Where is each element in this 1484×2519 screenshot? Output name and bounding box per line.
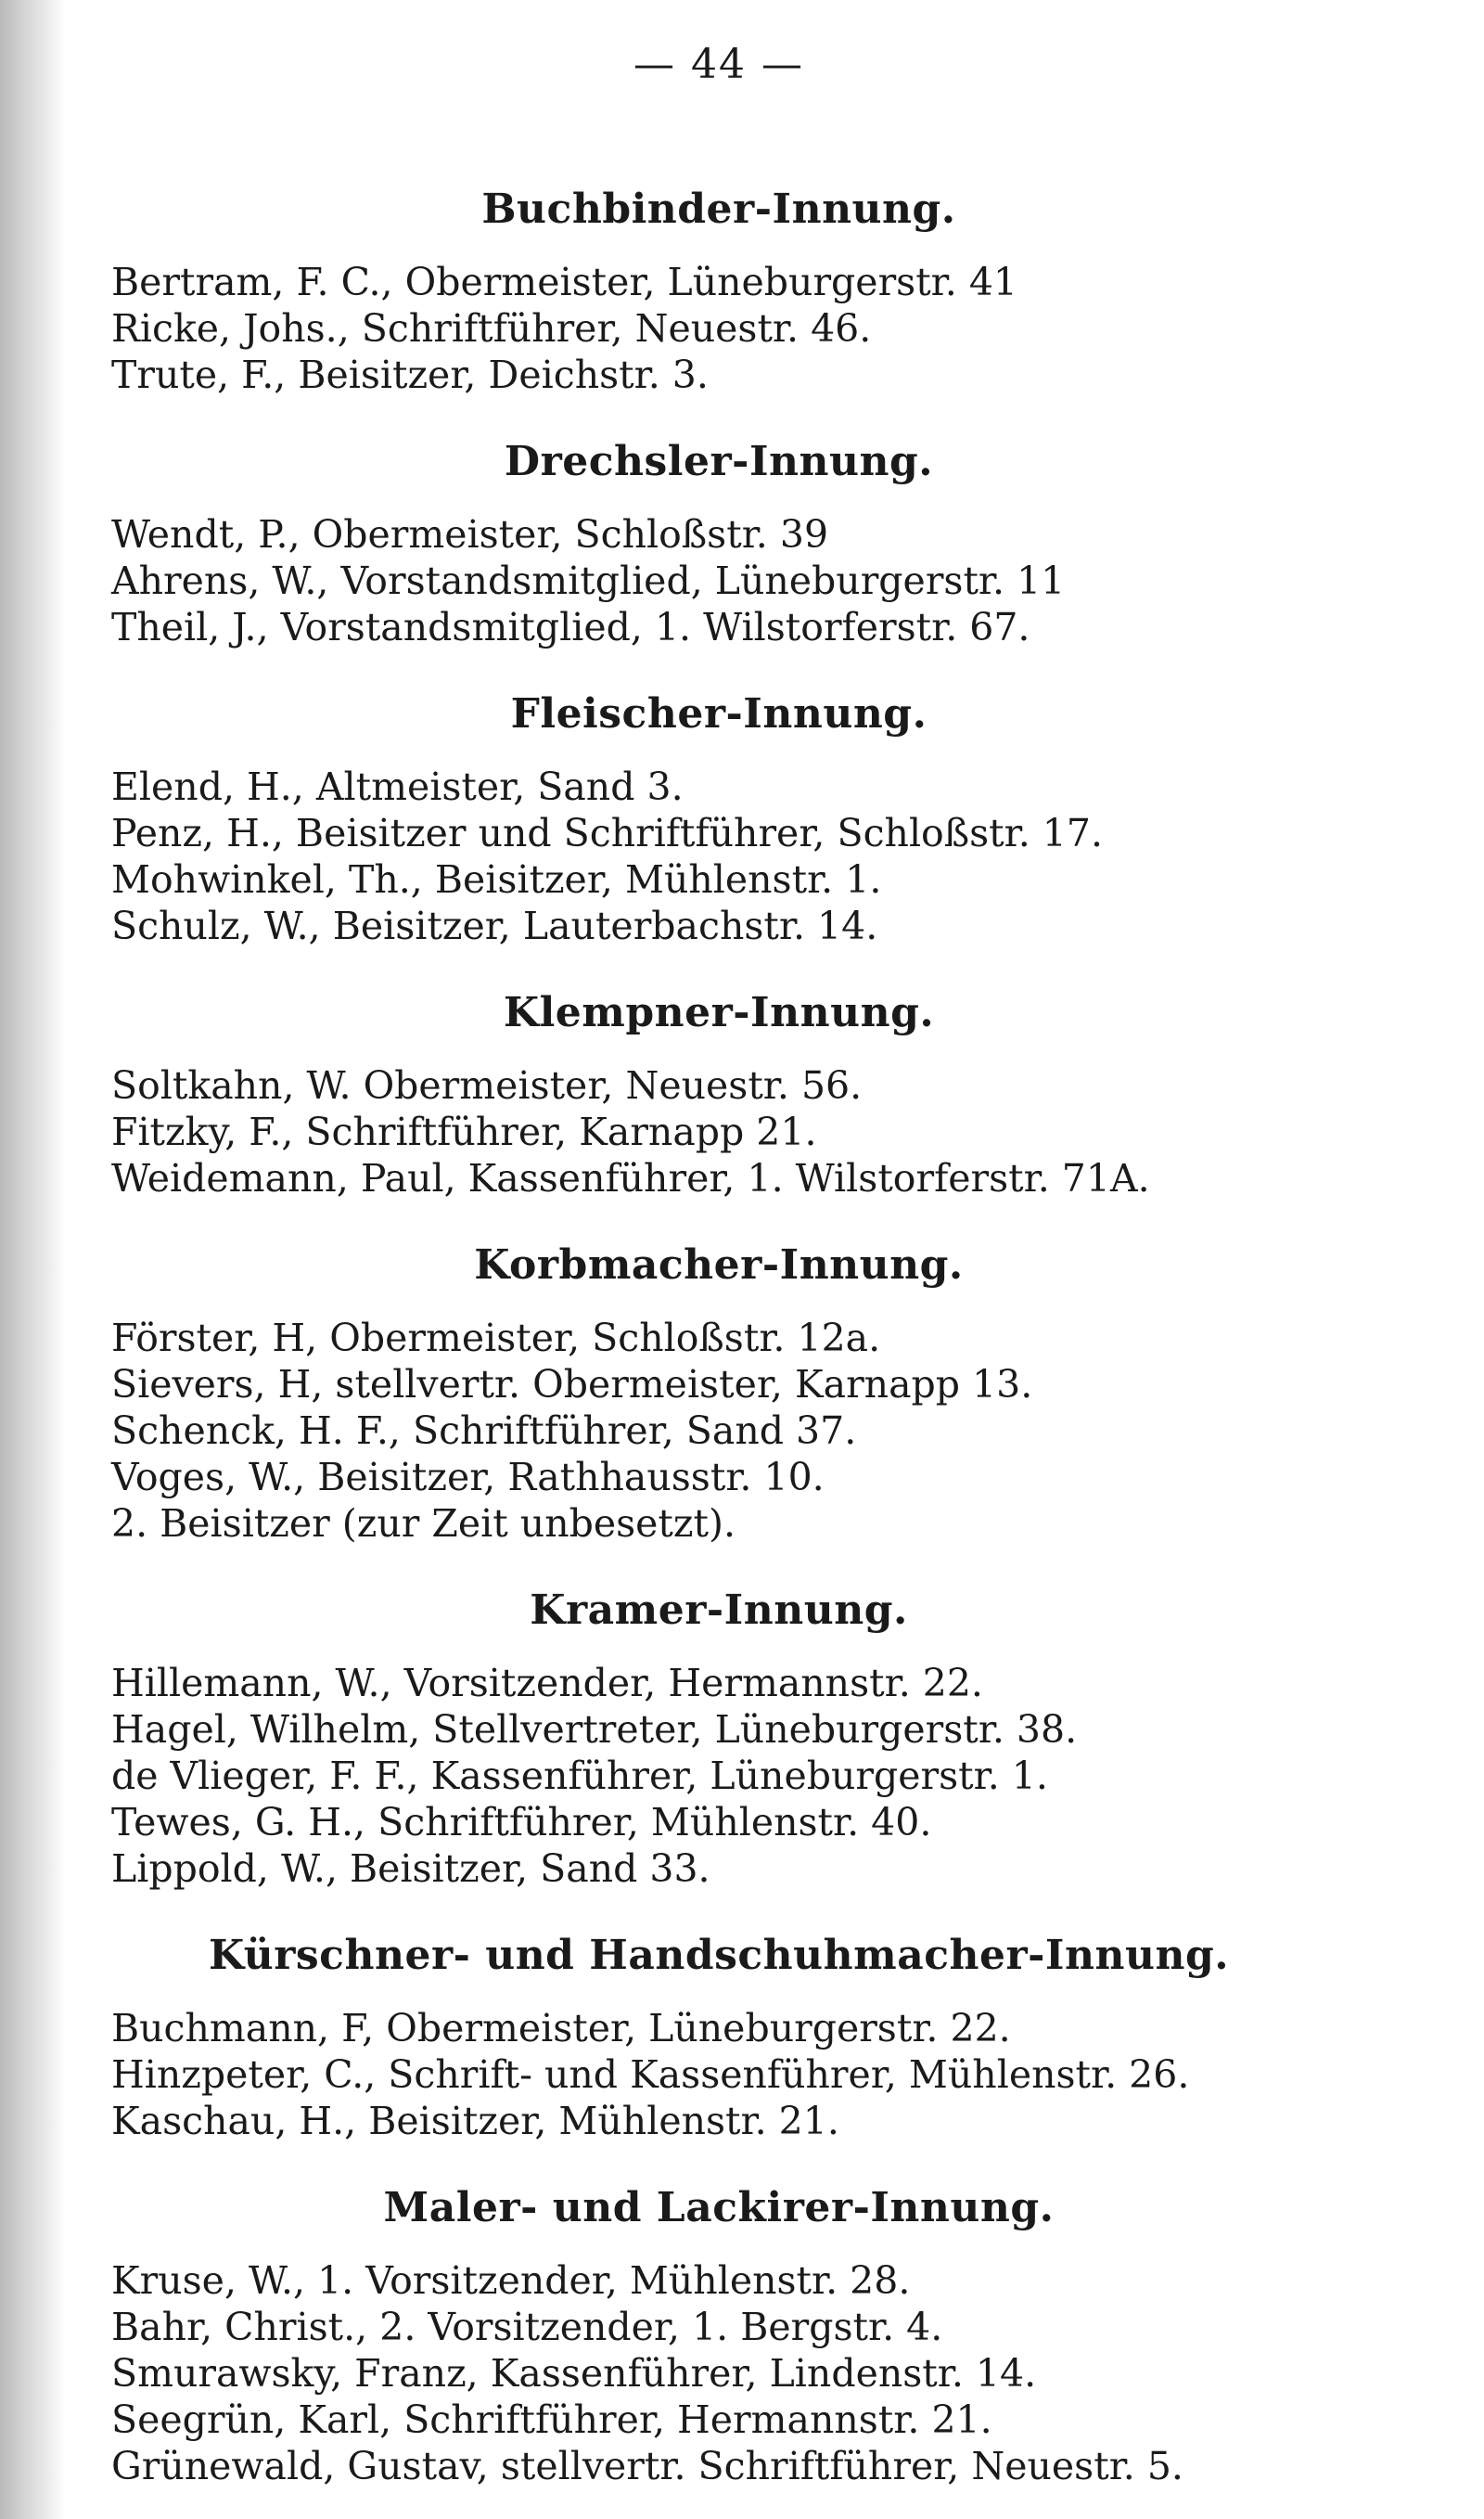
member-entry: Hagel, Wilhelm, Stellvertreter, Lüneburgerstr. 38. [111, 1707, 1078, 1752]
section-heading: Korbmacher-Innung. [474, 1241, 964, 1289]
section-drechsler [102, 433, 1336, 650]
section-maler [102, 2179, 1336, 2489]
member-entry: Fitzky, F., Schriftführer, Karnapp 21. [111, 1110, 817, 1154]
member-entry: Tewes, G. H., Schriftführer, Mühlenstr. 40. [111, 1800, 932, 1844]
member-entry: Hillemann, W., Vorsitzender, Hermannstr. 22. [111, 1661, 983, 1705]
section-heading: Buchbinder-Innung. [481, 186, 956, 233]
member-entry: Soltkahn, W. Obermeister, Neuestr. 56. [111, 1063, 863, 1108]
member-entry: Schenck, H. F., Schriftführer, Sand 37. [111, 1408, 857, 1453]
member-entry: Ahrens, W., Vorstandsmitglied, Lüneburgerstr. 11 [111, 559, 1066, 603]
document-page [102, 37, 1336, 2487]
member-entry: Wendt, P., Obermeister, Schloßstr. 39 [111, 512, 829, 557]
member-entry: Smurawsky, Franz, Kassenführer, Lindenstr. 14. [111, 2351, 1037, 2396]
member-entry: Kaschau, H., Beisitzer, Mühlenstr. 21. [111, 2099, 839, 2143]
member-entry: Grünewald, Gustav, stellvertr. Schriftführer, Neuestr. 5. [111, 2444, 1183, 2488]
member-entry: Seegrün, Karl, Schriftführer, Hermannstr. 21. [111, 2397, 992, 2442]
member-entry: Lippold, W., Beisitzer, Sand 33. [111, 1846, 710, 1891]
member-entry: 2. Beisitzer (zur Zeit unbesetzt). [111, 1501, 736, 1546]
member-entry: Weidemann, Paul, Kassenführer, 1. Wilstorferstr. 71A. [111, 1156, 1150, 1201]
member-entry: Bertram, F. C., Obermeister, Lüneburgerstr. 41 [111, 260, 1018, 304]
section-klempner [102, 984, 1336, 1202]
member-entry: Förster, H, Obermeister, Schloßstr. 12a. [111, 1316, 881, 1360]
member-entry: Voges, W., Beisitzer, Rathhausstr. 10. [111, 1455, 825, 1499]
member-entry: Mohwinkel, Th., Beisitzer, Mühlenstr. 1. [111, 857, 882, 902]
member-entry: de Vlieger, F. F., Kassenführer, Lüneburgerstr. 1. [111, 1754, 1048, 1798]
member-entry: Penz, H., Beisitzer und Schriftführer, Schloßstr. 17. [111, 811, 1104, 855]
section-heading: Kramer-Innung. [530, 1587, 908, 1634]
section-korbmacher [102, 1237, 1336, 1547]
member-entry: Elend, H., Altmeister, Sand 3. [111, 765, 684, 809]
book-spine-shadow [0, 0, 65, 2519]
section-heading: Fleischer-Innung. [510, 690, 928, 738]
section-heading: Kürschner- und Handschuhmacher-Innung. [208, 1932, 1230, 1979]
member-entry: Buchmann, F, Obermeister, Lüneburgerstr. 22. [111, 2006, 1011, 2050]
section-heading: Klempner-Innung. [503, 989, 935, 1036]
page-number: — 44 — [633, 41, 804, 88]
member-entry: Schulz, W., Beisitzer, Lauterbachstr. 14. [111, 904, 878, 948]
member-entry: Kruse, W., 1. Vorsitzender, Mühlenstr. 28. [111, 2258, 911, 2303]
section-kramer [102, 1582, 1336, 1892]
member-entry: Sievers, H, stellvertr. Obermeister, Karnapp 13. [111, 1362, 1033, 1407]
member-entry: Trute, F., Beisitzer, Deichstr. 3. [111, 353, 709, 397]
section-heading: Drechsler-Innung. [504, 438, 934, 485]
member-entry: Theil, J., Vorstandsmitglied, 1. Wilstorferstr. 67. [111, 605, 1030, 649]
member-entry: Bahr, Christ., 2. Vorsitzender, 1. Bergstr. 4. [111, 2305, 943, 2349]
section-fleischer [102, 686, 1336, 949]
section-kuerschner [102, 1927, 1336, 2144]
section-buchbinder [102, 181, 1336, 398]
member-entry: Hinzpeter, C., Schrift- und Kassenführer, Mühlenstr. 26. [111, 2052, 1190, 2097]
member-entry: Ricke, Johs., Schriftführer, Neuestr. 46. [111, 306, 872, 351]
section-heading: Maler- und Lackirer-Innung. [383, 2184, 1055, 2231]
